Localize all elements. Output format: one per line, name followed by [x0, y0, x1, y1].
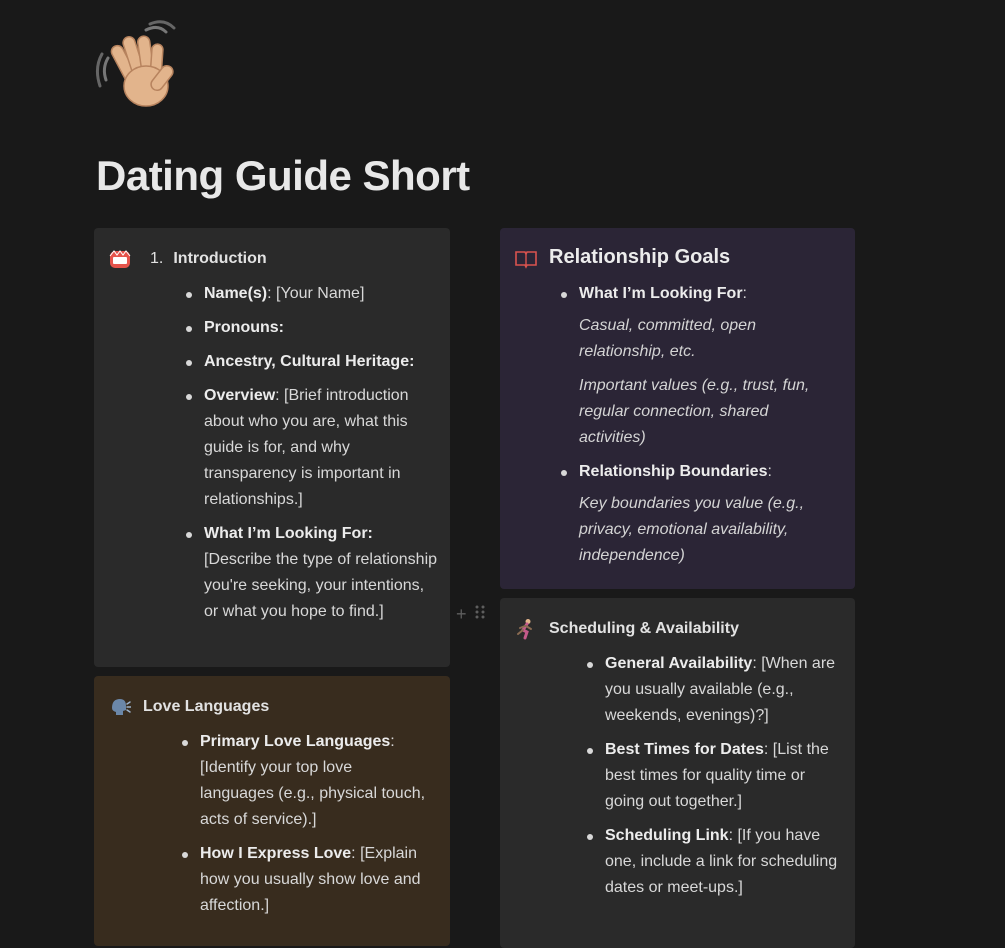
list-item: Name(s): [Your Name]: [182, 281, 437, 307]
list-item: What I’m Looking For: Casual, committed, open relationship, etc. Important values (e.g., trust, fun, regular connection, shared activities): [557, 281, 837, 451]
love-languages-heading: Love Languages: [143, 698, 270, 715]
page-title: Dating Guide Short: [96, 152, 470, 199]
list-item: How I Express Love: [Explain how you usually show love and affection.]: [178, 841, 428, 919]
scheduling-heading: Scheduling & Availability: [549, 620, 739, 637]
add-block-icon[interactable]: +: [456, 604, 467, 624]
italic-note: Important values (e.g., trust, fun, regular connection, shared activities): [579, 377, 810, 446]
drag-handle-icon[interactable]: [475, 604, 485, 625]
relationship-goals-callout[interactable]: [500, 228, 855, 589]
list-item: Pronouns:: [182, 315, 437, 341]
block-controls[interactable]: [456, 604, 485, 625]
list-item: Scheduling Link: [If you have one, include a link for scheduling dates or meet-ups.]: [583, 823, 838, 901]
love-languages-callout[interactable]: [94, 676, 450, 946]
italic-note: Casual, committed, open relationship, etc.: [579, 317, 756, 360]
list-number: 1.: [150, 250, 164, 267]
introduction-heading: Introduction: [173, 250, 267, 267]
relationship-goals-heading: Relationship Goals: [549, 246, 731, 268]
list-item: Ancestry, Cultural Heritage:: [182, 349, 437, 375]
list-item: General Availability: [When are you usually available (e.g., weekends, evenings)?]: [583, 651, 838, 729]
list-item: What I’m Looking For: [Describe the type of relationship you're seeking, your intentions, or what you hope to find.]: [182, 521, 437, 625]
italic-note: Key boundaries you value (e.g., privacy, emotional availability, independence): [579, 495, 805, 564]
list-item: Relationship Boundaries: Key boundaries you value (e.g., privacy, emotional availability, independence): [557, 459, 837, 569]
list-item: Overview: [Brief introduction about who you are, what this guide is for, and why transparency is important in relationships.]: [182, 383, 437, 513]
scheduling-callout[interactable]: [500, 598, 855, 948]
speaking-head-icon: [109, 696, 131, 718]
introduction-callout[interactable]: [94, 228, 450, 667]
waving-hand-icon[interactable]: [94, 20, 186, 112]
list-item: Best Times for Dates: [List the best times for quality time or going out together.]: [583, 737, 838, 815]
list-item: Primary Love Languages: [Identify your top love languages (e.g., physical touch, acts of service).]: [178, 729, 428, 833]
name-badge-icon: [109, 248, 131, 270]
running-person-icon: [514, 618, 536, 640]
open-book-icon: [514, 247, 536, 269]
